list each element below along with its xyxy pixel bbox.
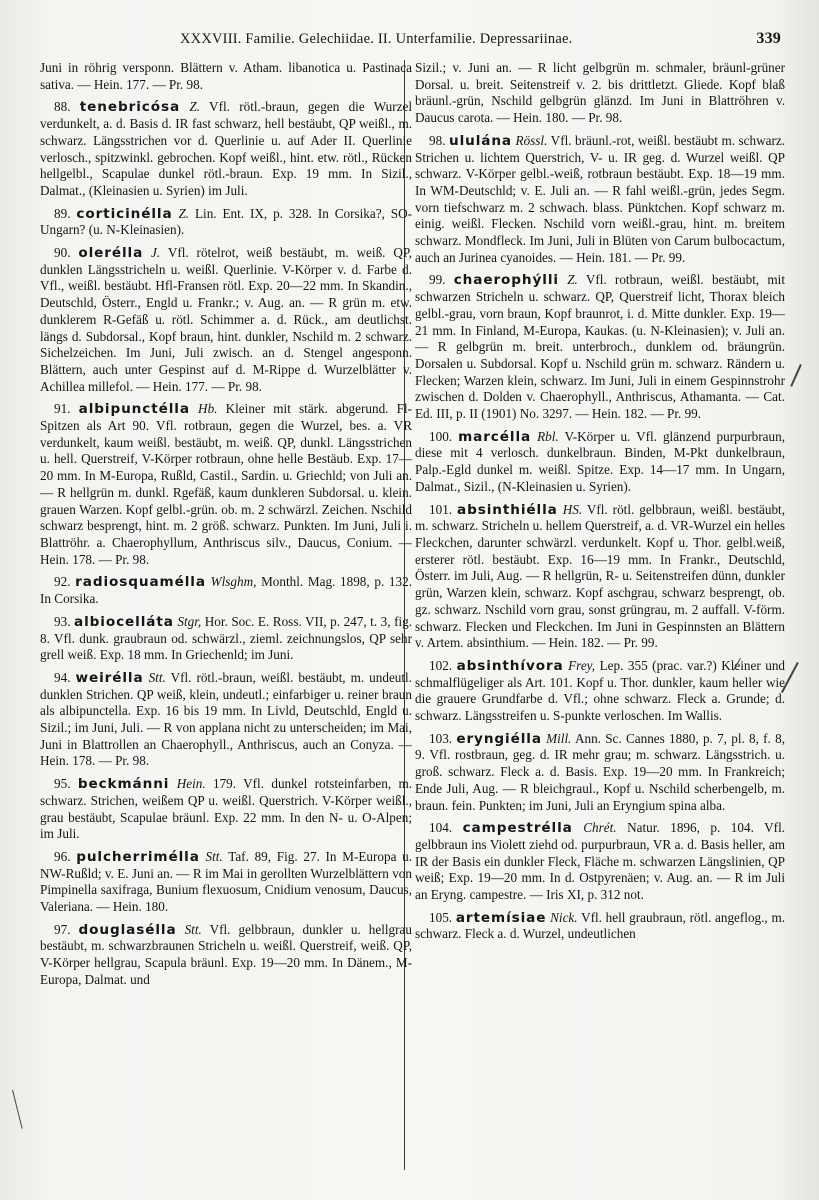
entry-number: 93. [54,613,71,629]
pencil-mark [790,364,802,387]
entry-number: 91. [54,401,71,417]
entry-number: 97. [54,921,71,937]
entry-number: 104. [429,820,453,836]
species-author: Stt. [205,848,223,864]
species-name: weirélla [75,669,144,686]
species-name: eryngiélla [456,730,542,747]
entry-number: 95. [54,776,71,792]
species-entry [40,670,412,770]
entry-text: Vfl. bräunl.-rot, weißl. bestäubt m. schwarz. Strichen u. lichtem Querstrich, V- u. IR geg. d. Wurzel weißl. QP schwarz. V-Körper gelbl.-weiß, rotbraun bestäubt. Exp. 18—19 mm. In WM-Deutschld; v. E. Juli an. — R fahl weißl.-grün, jedes Segm. vorn tiefschwarz m. 2 schwach. blass. Pünktchen. Kopf schwarz m. einig. weißl. Flecken. Nschild vorn weißl.-grau, hint. m. breitem schwarz. Mondfleck. Im Juni, Juli in Blüten von Carum bulbocactum, auch an Jurinea cyanoides. — Hein. 181. — Pr. 99. [415,132,785,265]
entry-number: 88. [54,99,71,115]
entry-text: 179. Vfl. dunkel rotsteinfarben, m. schwarz. Strichen, weißem QP u. weißl. Querstrich. V-Körper weißl., grau bestäubt, Scapulae bräunl. Exp. 22 mm. In den N- u. O-Alpen; im Juli. [40,776,412,842]
species-entry [40,776,412,843]
species-name: albiocelláta [74,613,174,630]
species-author: Frey, [568,657,596,673]
species-author: Wlsghm, [210,574,257,590]
species-entry [415,133,785,267]
species-author: Nick. [550,909,578,925]
species-entry [415,731,785,815]
entry-number: 96. [54,848,71,864]
entry-text: Ann. Sc. Cannes 1880, p. 7, pl. 8, f. 8, 9. Vfl. rostbraun, geg. d. IR mehr grau; m. schwarz. Längsstrich. u. groß. schwarz. Fleck a. d. Basis. Exp. 19—20 mm. In Frankreich; Ende Juli, Aug. — R bleichgraul., Kopf u. Nschild scherbengelb, m. braun. fein. Punkten; im Juni, Juli an Eryngium spina alba. [415,730,785,813]
species-name: olerélla [78,245,144,262]
species-entry [40,614,412,664]
entry-text: Vfl. rötl. gelbbraun, weißl. bestäubt, m. schwarz. Stricheln u. hellem Querstreif, a. d. VR-Wurzel ein helles Fleckchen, darunter schwärzl. verdunkelt. Kopf u. Thor. gelbl.weiß, ersterer rötl. bestäubt. Exp. 16—19 mm. In Frankr., Deutschld, Österr. im Juli, Aug. — R hellgrün, R- u. Seitenstreifen dünn, dunkler grün, Warzen klein, schwarz. Kopf aschgrau, schwarz besprengt, ob. gz. schwarz. Nschild vorn grau, sonst grüngrau, m. 2 auffall. V-förm. schwarz. Flecken und Fleckchen. Im Juni in Gespinnsten an Blättern v. Artem. absinthium. — Hein. 182. — Pr. 99. [415,501,785,651]
species-name: tenebricósa [79,99,181,116]
entry-text: Vfl. rotbraun, weißl. bestäubt, mit schwarzen Stricheln u. schwarz. QP, Querstreif licht, Thorax bleich gelbl.-grau, vorn braun, Kopf braunrot, i. d. Mitte dunkler. Exp. 19—21 mm. In Finland, M-Europa, Kaukas. (u. N-Kleinasien); v. Juli an. — R gelbgrün m. breit. unterbroch., dunklem od. bräungrün. Dorsalen u. Subdorsal. Kopf u. Nschild grün m. schwarz. Rändern u. Flecken; Warzen klein, schwarz. Im Juni, Juli in einem Gespinnstrohr zwischen d. Dolden v. Chaerophyll., Anthriscus, Athamanta. — Cat. Ed. III, p. II (1901) No. 3297. — Hein. 182. — Pr. 99. [415,272,785,422]
entry-number: 102. [429,657,453,673]
species-entry [415,272,785,422]
species-author: J. [151,245,161,261]
species-author: Rössl. [515,132,548,148]
entry-number: 99. [429,272,446,288]
species-name: marcélla [458,428,532,445]
entry-number: 100. [429,428,453,444]
page-number: 339 [756,30,781,47]
entry-number: 98. [429,132,446,148]
entry-text: Vfl. hell graubraun, rötl. angeflog., m. schwarz. Fleck a. d. Wurzel, undeutlichen [415,909,785,942]
entry-text: Kleiner mit stärk. abgerund. Fl-Spitzen als Art 90. Vfl. rotbraun, gegen die Wurzel, bes. a. VR verdunkelt, kaum weißl. bestäubt, m. weiß. QP, dunkl. Längsstrichen u. hell. Querstreif, V-Körper rotbraun, ohne helle Bestäub. Exp. 17—20 mm. In M-Europa, Rußld, Castil., Sardin. u. Griechld; von Juli an. — R hellgrün m. dunkl. Rgefäß, kaum dunkleren Subdorsal. u. klein. grauen Warzen. Kopf gelbl.-grün. ob. m. 2 schwärzl. Zeichen. Nschild schwarz besprengt, hint. m. 2 größ. schwarz. Punkten. Im Juni, Juli i. Blattröhr. a. Chaerophyllum, Anthriscus silv., Daucus, Conium. — Hein. 178. — Pr. 98. [40,401,412,567]
species-name: radiosquamélla [75,574,206,591]
species-author: Z. [178,205,190,221]
species-name: corticinélla [76,205,173,222]
entry-text: Vfl. rötl.-braun, weißl. bestäubt, m. undeutl. dunklen Strichen. QP weiß, klein, undeutl.; einfarbiger u. reiner braun als albipunctella. Exp. 16 bis 19 mm. In Livld, Deutschld, Engld u. Sizil.; im Juni, Juli. — R von applana nicht zu unterscheiden; im Mai, Juni in Blattrollen an Chaerophyll., Anthriscus, auch an Conyza. — Hein. 178. — Pr. 98. [40,669,412,769]
entry-text: Vfl. rötl.-braun, gegen die Wurzel verdunkelt, a. d. Basis d. IR fast schwarz, hell bestäubt, QP weißl., m. schwarz. Längsstrichen vor d. Querlinie u. auf Ader II. Querlinie verlosch., spitzwinkl. gebrochen. Kopf weißl., hint. etw. rötl., Rücken hellgelbl., Scapulae dunkel rötl.-braun. Exp. 19 mm. In Sizil., Dalmat., (Kleinasien u. Syrien) im Juli. [40,99,412,198]
species-entry [415,502,785,652]
species-name: absinthívora [456,657,564,674]
species-name: pulcherrimélla [76,848,200,865]
species-author: Z. [567,272,578,288]
entry-text: Hor. Soc. E. Ross. VII, p. 247, t. 3, fig. 8. Vfl. dunk. graubraun od. schwärzl., zieml. zeichnungslos, QP sehr grell weiß. Exp. 18 mm. In Griechenld; im Juni. [40,613,412,663]
entry-text: Taf. 89, Fig. 27. In M-Europa u. NW-Rußld; v. E. Juni an. — R im Mai in gerollten Wurzelblättern von Pimpinella saxifraga, Bunium flexuosum, Cnidium venosum, Daucus, Valeriana. — Hein. 180. [40,848,412,915]
species-entry [40,922,412,989]
species-entry [415,910,785,943]
species-entry [415,429,785,496]
entry-text: Lep. 355 (prac. var.?) Kleiner und schmalflügeliger als Art. 101. Kopf u. Thor. dunkler, kaum heller wie die grauere Grundfarbe d. Vfl.; ohne schwarz. Fleck a. Grunde; d. schwarz. Längsstreifen u. S-punkte verloschen. Im Wallis. [415,657,785,724]
entry-continuation: Sizil.; v. Juni an. — R licht gelbgrün m. schmaler, bräunl-grüner Dorsal. u. breit. Seitenstreif v. 2. bis drittletzt. Gliede. Kopf blaß bräunl.-grün, Nschild gelbgrün glänzd. Im Juni in Blattröhren v. Daucus carota. — Hein. 180. — Pr. 98. [415,60,785,126]
entry-text: Vfl. rötelrot, weiß bestäubt, m. weiß. QP, dunklen Längsstricheln u. weißl. Querlinie. V-Körper v. d. Farbe d. Vfl., weißl. bestäubt. Hfl-Fransen rötl. Exp. 20—22 mm. In Skandin., Deutschld, Österr., Engld u. Frankr.; v. Aug. an. — R grün m. etw. dunklerem R-Gefäß u. rötl. Schimmer a. d. Rück., am deutlichst. längs d. Subdorsal., Kopf braun, hint. dunkler, Nschild m. 2 schwarz. Sichelzeichen. Im Juni, Juli zwisch. an d. Stengel angesponn. Blättern, auch unter Gespinst auf d. M-Rippe d. Wurzelblätter v. Achillea millefol. — Hein. 177. — Pr. 98. [40,245,412,394]
entry-number: 92. [54,574,71,590]
entry-number: 101. [429,501,453,517]
species-author: Stgr, [177,613,202,629]
species-author: HS. [562,501,583,517]
entry-text: V-Körper u. Vfl. glänzend purpurbraun, diese mit 4 verlosch. dunkelbraun. Binden, M-Pkt dunkelbraun, Palp.-Egld dunkel m. weißl. Spitze. Exp. 14—17 mm. In Ungarn, Dalmat., Sizil., (N-Kleinasien u. Syrien). [415,428,785,494]
entry-text: Lin. Ent. IX, p. 328. In Corsika?, SO-Ungarn? (u. N-Kleinasien). [40,205,412,238]
species-author: Hb. [198,401,218,417]
entry-continuation: Juni in röhrig versponn. Blättern v. Atham. libanotica u. Pastinaca sativa. — Hein. 177. — Pr. 98. [40,60,412,92]
entry-text: Vfl. gelbbraun, dunkler u. hellgrau bestäubt, m. schwarzbraunen Stricheln u. weißl. Querstreif, weiß. QP, V-Körper hellgrau, Scapula bräunl. Exp. 19—20 mm. In Dänem., M-Europa, Dalmat. und [40,921,412,987]
species-author: Hein. [176,776,206,792]
species-entry [40,401,412,568]
entry-text: Monthl. Mag. 1898, p. 132. In Corsika. [40,574,412,607]
species-author: Z. [189,99,200,115]
entry-text: Natur. 1896, p. 104. Vfl. gelbbraun ins Violett ziehd od. purpurbraun, VR a. d. Basis heller, am IR der Basis ein dunkler Fleck, Fläche m. schwarzen Längslinien, QP weiß; Exp. 19—20 mm. In d. Ostpyrenäen; v. Aug. an. — R im Juli an Eryng. campestre. — Iris XI, p. 312 not. [415,820,785,903]
species-entry [40,849,412,916]
running-header [40,28,781,52]
entry-number: 94. [54,669,71,685]
species-entry [40,99,412,199]
species-entry [40,574,412,607]
species-name: douglasélla [78,921,177,938]
pencil-mark [12,1090,23,1129]
entry-number: 103. [429,730,453,746]
species-author: Stt. [184,921,202,937]
species-entry [40,206,412,239]
species-name: beckmánni [77,776,170,793]
species-name: absinthiélla [457,501,558,518]
species-name: albipunctélla [78,401,190,418]
right-column [415,60,785,1185]
species-entry [415,658,785,725]
species-entry [415,820,785,904]
left-column [40,60,412,1185]
species-name: artemísiae [455,909,547,926]
species-entry [40,245,412,395]
species-name: ululána [449,132,512,149]
species-author: Chrét. [583,820,617,836]
entry-number: 90. [54,245,71,261]
entry-number: 89. [54,205,71,221]
species-name: campestrélla [462,820,573,837]
species-name: chaerophýlli [453,272,559,289]
species-author: Rbl. [537,428,559,444]
running-title: XXXVIII. Familie. Gelechiidae. II. Unterfamilie. Depressariinae. [180,31,573,47]
species-author: Stt. [148,669,166,685]
species-author: Mill. [546,730,572,746]
entry-number: 105. [429,909,453,925]
